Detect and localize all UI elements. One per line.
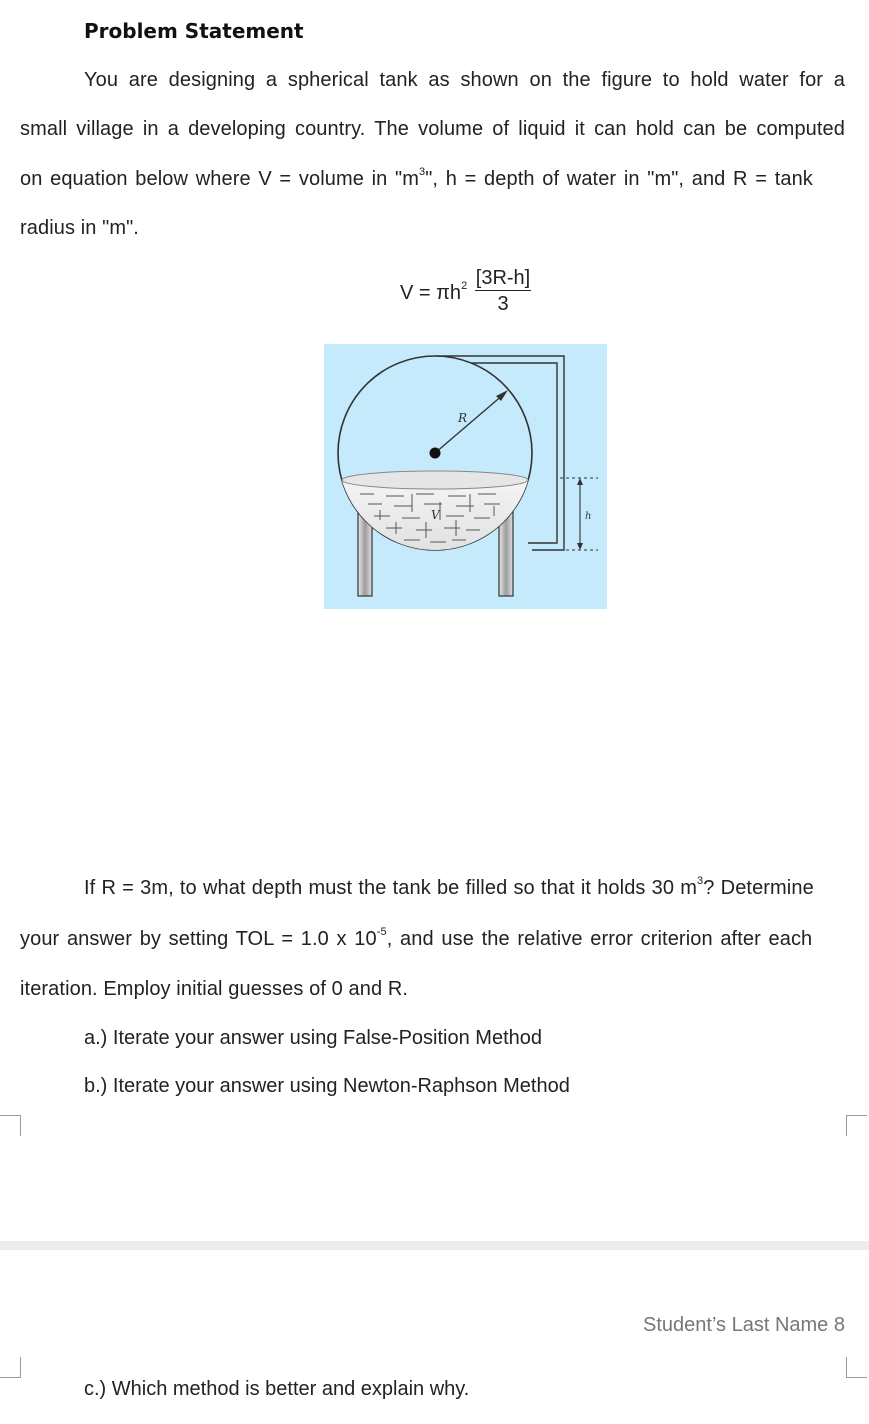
page-break bbox=[0, 1241, 869, 1250]
center-point bbox=[430, 448, 441, 459]
intro-line-3 bbox=[20, 168, 845, 191]
item-b: b.) Iterate your answer using Newton-Raphson Method bbox=[84, 1075, 570, 1097]
question-line-1-text-b: ? Determine bbox=[703, 877, 814, 899]
question-line-2 bbox=[20, 928, 845, 951]
problem-heading: Problem Statement bbox=[84, 19, 304, 43]
question-line-1-sup: 3 bbox=[697, 875, 704, 888]
equation-lhs-sup: 2 bbox=[461, 280, 468, 293]
equation-denominator: 3 bbox=[497, 293, 509, 315]
question-line-3: iteration. Employ initial guesses of 0 and R. bbox=[20, 978, 409, 1000]
depth-arrow-top bbox=[577, 478, 583, 485]
item-a: a.) Iterate your answer using False-Position Method bbox=[84, 1027, 542, 1049]
depth-dimension bbox=[560, 478, 598, 550]
equation-numerator: [3R-h] bbox=[475, 267, 531, 289]
tank-illustration bbox=[324, 344, 607, 609]
intro-line-3-sup: 3 bbox=[418, 166, 426, 179]
question-line-2-text-a: your answer by setting TOL = 1.0 x 10 bbox=[20, 928, 377, 950]
depth-arrow-bottom bbox=[577, 543, 583, 550]
margin-mark-top-left bbox=[0, 1115, 21, 1136]
water-surface bbox=[342, 471, 528, 489]
margin-mark-bottom-left bbox=[0, 1357, 21, 1378]
equation-fraction bbox=[475, 266, 531, 317]
question-line-1 bbox=[84, 877, 845, 900]
intro-line-3-text-b: ", h = depth of water in "m", and R = tank bbox=[425, 168, 813, 190]
margin-mark-top-right bbox=[846, 1115, 867, 1136]
question-line-2-text-b: , and use the relative error criterion after each bbox=[386, 928, 813, 950]
intro-line-2: small village in a developing country. The volume of liquid it can hold can be computed bbox=[20, 118, 845, 140]
label-R: R bbox=[458, 411, 468, 425]
intro-line-3-text-a: on equation below where V = volume in "m bbox=[20, 168, 419, 190]
spherical-tank-figure bbox=[324, 344, 607, 609]
page-header-name: Student’s Last Name 8 bbox=[643, 1314, 845, 1336]
label-V: V bbox=[431, 508, 440, 522]
question-line-1-text-a: If R = 3m, to what depth must the tank be filled so that it holds 30 m bbox=[84, 877, 698, 899]
intro-line-1: You are designing a spherical tank as shown on the figure to hold water for a bbox=[84, 69, 845, 91]
question-line-2-sup: -5 bbox=[376, 926, 387, 939]
intro-line-4: radius in "m". bbox=[20, 217, 139, 239]
margin-mark-bottom-right bbox=[846, 1357, 867, 1378]
equation-lhs bbox=[400, 282, 467, 305]
item-c: c.) Which method is better and explain why. bbox=[84, 1378, 470, 1400]
equation-lhs-text: V = πh bbox=[400, 282, 462, 304]
label-h: h bbox=[585, 511, 592, 522]
